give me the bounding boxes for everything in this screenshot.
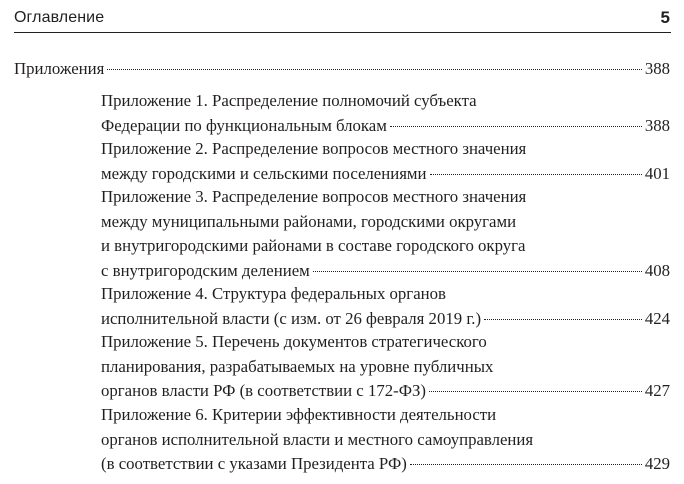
toc-line: Приложение 6. Критерии эффективности деятельности [101, 405, 497, 424]
toc-entry-appendix-3[interactable] [101, 185, 670, 283]
toc-entry-appendix-4[interactable] [101, 282, 670, 331]
running-header [14, 4, 671, 33]
toc-entry-title: между городскими и сельскими поселениями [101, 163, 427, 183]
dot-leader [390, 126, 642, 127]
toc-entry-title: Приложения [14, 59, 105, 78]
toc-line-last [101, 162, 670, 187]
toc-page-number: 388 [644, 115, 670, 135]
toc-line: Приложение 3. Распределение вопросов местного значения [101, 187, 527, 206]
toc-line-last [101, 114, 670, 139]
page-number: 5 [660, 8, 670, 27]
toc-entry-title: исполнительной власти (с изм. от 26 февраля 2019 г.) [101, 308, 482, 328]
toc-entry-appendix-5[interactable] [101, 330, 670, 404]
toc-entry-appendix-6[interactable] [101, 403, 670, 477]
toc-line: планирования, разрабатываемых на уровне публичных [101, 356, 494, 376]
toc-entry-appendix-2[interactable] [101, 137, 670, 186]
toc-page-number: 388 [644, 59, 670, 78]
dot-leader [430, 174, 642, 175]
toc-entry-title: с внутригородским делением [101, 260, 310, 280]
dot-leader [107, 69, 641, 70]
toc-line-last [101, 307, 670, 332]
toc-line-last [101, 259, 670, 284]
toc-line: и внутригородскими районами в составе городского округа [101, 236, 526, 255]
toc-line: Приложение 2. Распределение вопросов местного значения [101, 139, 527, 158]
toc-line: между муниципальными районами, городскими округами [101, 211, 517, 231]
toc-entry-appendix-1[interactable] [101, 89, 670, 138]
toc-page-number: 401 [644, 163, 670, 183]
toc-page-number: 424 [644, 308, 670, 328]
toc-line-last [101, 452, 670, 477]
toc-line-last [101, 379, 670, 404]
toc-entry-title: органов власти РФ (в соответствии с 172-ФЗ) [101, 381, 426, 400]
toc-line: Приложение 5. Перечень документов стратегического [101, 332, 487, 351]
toc-line: органов исполнительной власти и местного самоуправления [101, 429, 534, 449]
dot-leader [429, 391, 642, 392]
toc-line [14, 57, 670, 82]
toc-page-number: 429 [644, 454, 670, 473]
toc-page-number: 427 [644, 381, 670, 400]
toc-entry-title: Федерации по функциональным блокам [101, 115, 387, 135]
section-title: Оглавление [14, 9, 105, 26]
dot-leader [313, 271, 642, 272]
dot-leader [484, 319, 642, 320]
toc-line: Приложение 1. Распределение полномочий субъекта [101, 91, 477, 110]
toc-page-number: 408 [644, 260, 670, 280]
dot-leader [410, 464, 642, 465]
toc-entry-title: (в соответствии с указами Президента РФ) [101, 454, 407, 473]
toc-line: Приложение 4. Структура федеральных органов [101, 284, 446, 303]
toc-entry-appendices[interactable] [14, 57, 670, 82]
